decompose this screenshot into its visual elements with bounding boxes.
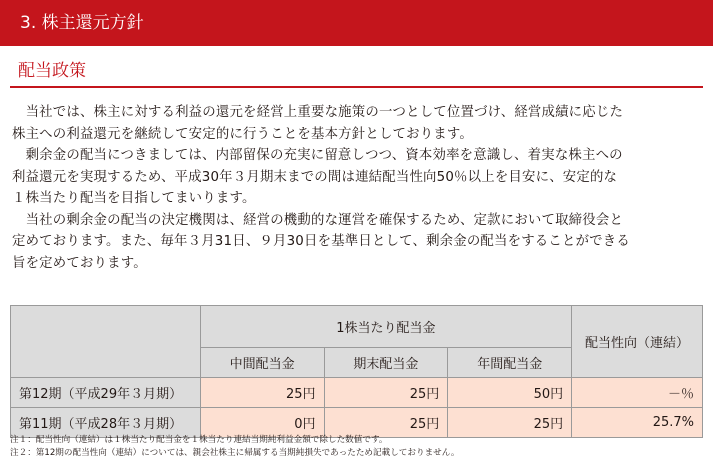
footnotes [10, 434, 710, 460]
payout-ratio-value: 25.7% [572, 408, 703, 438]
dividend-table [10, 305, 703, 438]
section-title: 3. 株主還元方針 [20, 13, 144, 33]
table-header-row [11, 306, 703, 348]
annual-dividend-value: 50円 [448, 378, 572, 408]
section-title-bar [0, 0, 713, 46]
sub-heading: 配当政策 [18, 61, 86, 81]
period-label: 第11期（平成28年３月期） [11, 408, 201, 438]
paragraph-line: 株主への利益還元を継続して安定的に行うことを基本方針としております。 [12, 126, 474, 142]
policy-paragraph [12, 102, 702, 274]
payout-ratio-value: －％ [572, 378, 703, 408]
sub-heading-underline [10, 86, 703, 88]
paragraph-line: 定めております。また、毎年３月31日、９月30日を基準日として、剰余金の配当をすることができる [12, 234, 630, 249]
payout-ratio-header: 配当性向（連結） [572, 306, 703, 378]
period-label: 第12期（平成29年３月期） [11, 378, 201, 408]
interim-dividend-value: 25円 [200, 378, 324, 408]
annual-dividend-value: 25円 [448, 408, 572, 438]
paragraph-line: 剰余金の配当につきましては、内部留保の充実に留意しつつ、資本効率を意識し、着実な株主への [12, 148, 623, 163]
footnote: 注２：第12期の配当性向（連結）については、親会社株主に帰属する当期純損失であったため記載しておりません。 [10, 448, 460, 458]
corner-header-cell [11, 306, 201, 378]
year-end-dividend-value: 25円 [324, 378, 448, 408]
table-row [11, 408, 703, 438]
paragraph-line: 旨を定めております。 [12, 255, 147, 271]
table-row [11, 378, 703, 408]
interim-dividend-value: 0円 [200, 408, 324, 438]
interim-dividend-header: 中間配当金 [200, 348, 324, 378]
annual-dividend-header: 年間配当金 [448, 348, 572, 378]
year-end-dividend-header: 期末配当金 [324, 348, 448, 378]
paragraph-line: 当社では、株主に対する利益の還元を経営上重要な施策の一つとして位置づけ、経営成績に応じた [12, 105, 624, 120]
paragraph-line: １株当たり配当を目指してまいります。 [12, 191, 256, 206]
paragraph-line: 当社の剰余金の配当の決定機関は、経営の機動的な運営を確保するため、定款において取締役会と [12, 212, 624, 228]
paragraph-line: 利益還元を実現するため、平成30年３月期末までの間は連結配当性向50％以上を目安に、安定的な [12, 169, 618, 185]
year-end-dividend-value: 25円 [324, 408, 448, 438]
dividend-per-share-header: 1株当たり配当金 [200, 306, 571, 348]
footnote: 注１：配当性向（連結）は１株当たり配当金を１株当たり連結当期純利益金額で除した数値です。 [10, 435, 388, 445]
